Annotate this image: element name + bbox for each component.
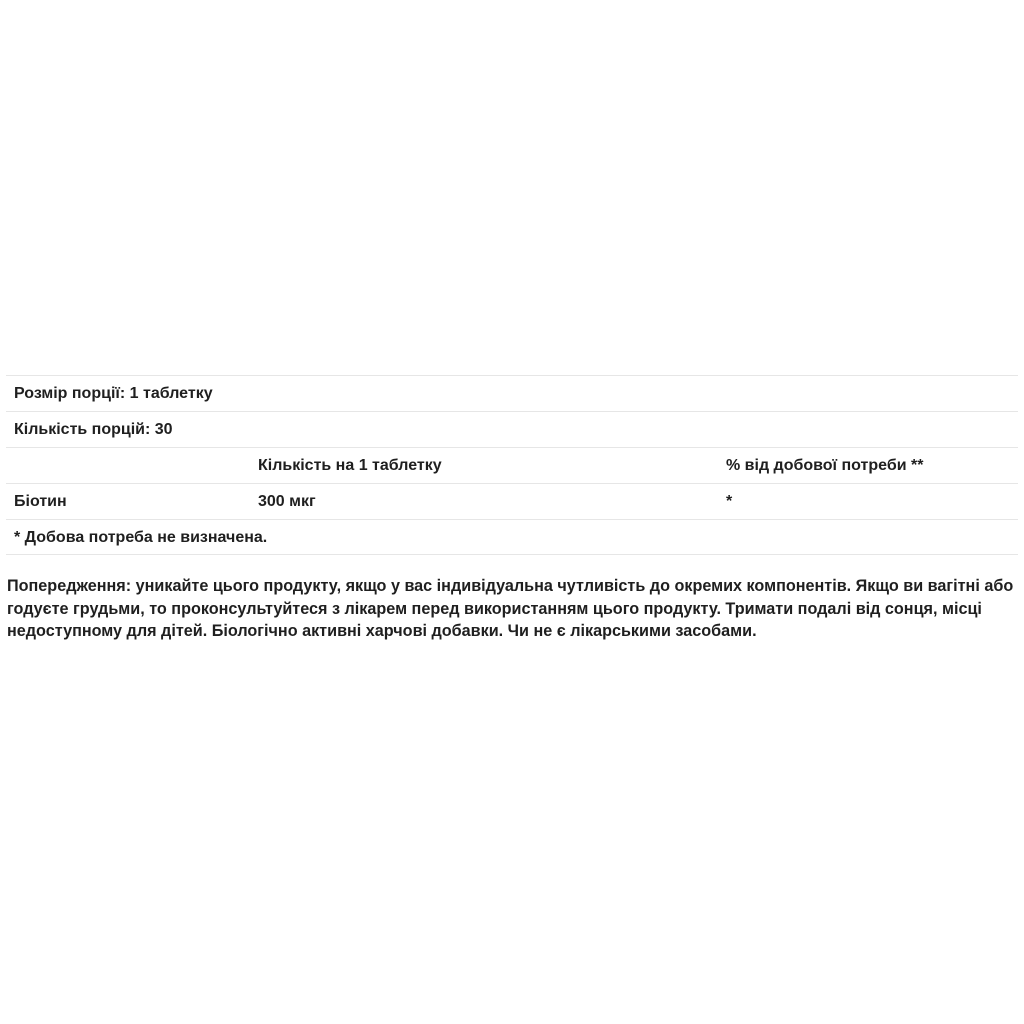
table-header-row	[6, 447, 1018, 483]
ingredient-daily-value: *	[726, 493, 733, 510]
supplement-facts-table	[6, 375, 1018, 555]
ingredient-name: Біотин	[14, 493, 67, 510]
serving-size-text: Розмір порції: 1 таблетку	[14, 385, 213, 402]
ingredient-amount: 300 мкг	[258, 493, 316, 510]
warning-text: Попередження: уникайте цього продукту, якщо у вас індивідуальна чутливість до окремих компонентів. Якщо ви вагітні або годуєте грудьми, то проконсультуйтеся з лікарем перед використанням цього продукту. Тримати подалі від сонця, місці недоступному для дітей. Біологічно активні харчові добавки. Чи не є лікарськими засобами.	[7, 577, 1014, 640]
daily-value-column-header: % від добової потреби **	[726, 457, 924, 474]
amount-column-header: Кількість на 1 таблетку	[258, 457, 442, 474]
footnote-row	[6, 519, 1018, 555]
serving-size-row	[6, 375, 1018, 411]
table-row	[6, 483, 1018, 519]
servings-count-row	[6, 411, 1018, 447]
footnote-text: * Добова потреба не визначена.	[14, 529, 268, 546]
servings-count-text: Кількість порцій: 30	[14, 421, 173, 438]
